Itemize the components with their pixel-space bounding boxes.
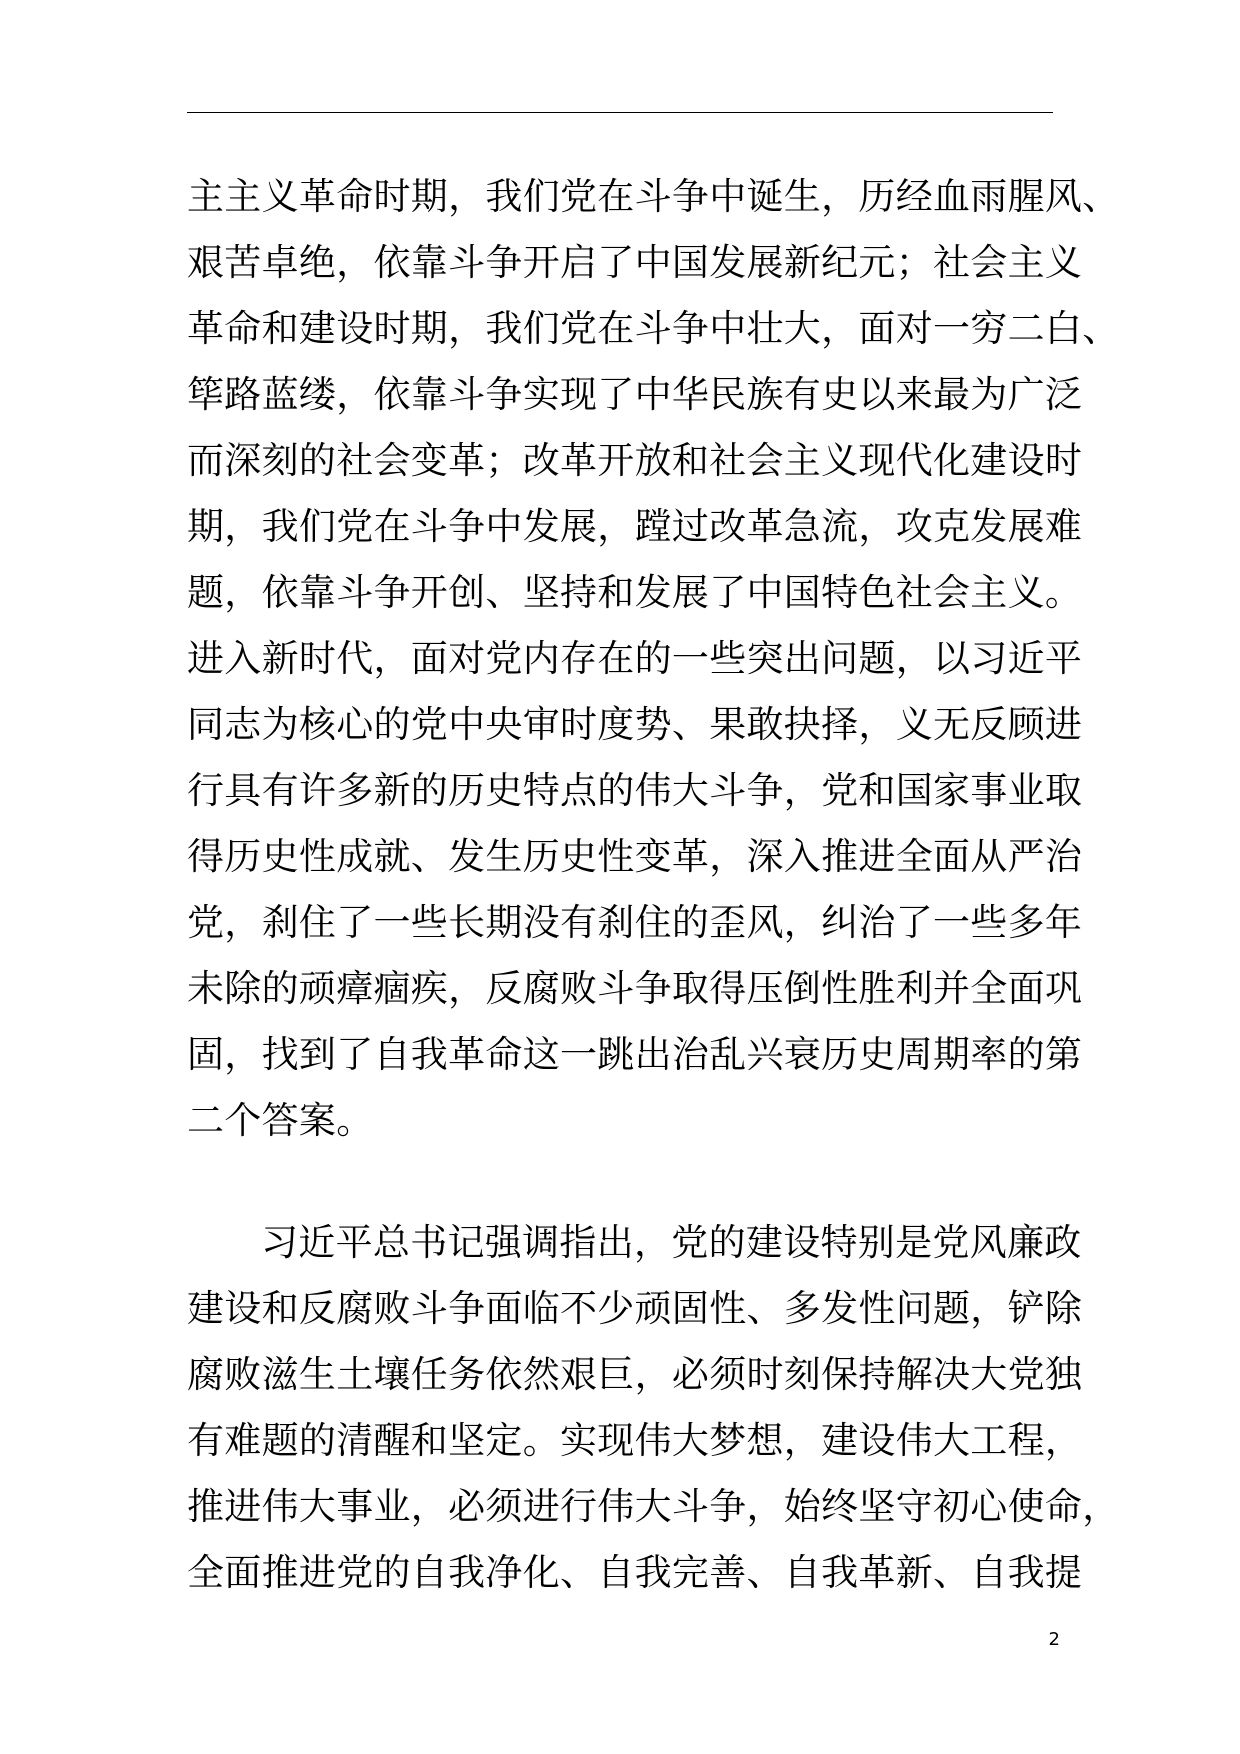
paragraph-1-line: 革命和建设时期，我们党在斗争中壮大，面对一穷二白、	[187, 307, 1120, 350]
paragraph-1-line: 而深刻的社会变革；改革开放和社会主义现代化建设时	[187, 439, 1083, 482]
paragraph-2-line: 建设和反腐败斗争面临不少顽固性、多发性问题，铲除	[187, 1287, 1083, 1330]
paragraph-1-line: 期，我们党在斗争中发展，蹚过改革急流，攻克发展难	[187, 505, 1083, 548]
paragraph-1-line: 得历史性成就、发生历史性变革，深入推进全面从严治	[187, 835, 1083, 878]
page-number: 2	[1048, 1629, 1060, 1650]
paragraph-1-line: 主主义革命时期，我们党在斗争中诞生，历经血雨腥风、	[187, 175, 1120, 218]
paragraph-1-line: 题，依靠斗争开创、坚持和发展了中国特色社会主义。	[187, 571, 1083, 614]
paragraph-1-line: 未除的顽瘴痼疾，反腐败斗争取得压倒性胜利并全面巩	[187, 967, 1083, 1010]
paragraph-2-line: 全面推进党的自我净化、自我完善、自我革新、自我提	[187, 1551, 1083, 1594]
paragraph-1-line: 艰苦卓绝，依靠斗争开启了中国发展新纪元；社会主义	[187, 241, 1083, 284]
paragraph-2-line: 有难题的清醒和坚定。实现伟大梦想，建设伟大工程，	[187, 1419, 1083, 1462]
paragraph-1-line: 筚路蓝缕，依靠斗争实现了中华民族有史以来最为广泛	[187, 373, 1083, 416]
paragraph-1-line: 固，找到了自我革命这一跳出治乱兴衰历史周期率的第	[187, 1033, 1083, 1076]
paragraph-2-line: 习近平总书记强调指出，党的建设特别是党风廉政	[261, 1221, 1082, 1264]
paragraph-1-line: 党，刹住了一些长期没有刹住的歪风，纠治了一些多年	[187, 901, 1083, 944]
paragraph-2-line: 腐败滋生土壤任务依然艰巨，必须时刻保持解决大党独	[187, 1353, 1083, 1396]
header-rule	[187, 112, 1053, 113]
paragraph-2-line: 推进伟大事业，必须进行伟大斗争，始终坚守初心使命，	[187, 1485, 1120, 1528]
paragraph-1-line: 行具有许多新的历史特点的伟大斗争，党和国家事业取	[187, 769, 1083, 812]
paragraph-1-line: 二个答案。	[187, 1099, 374, 1142]
paragraph-1-line: 同志为核心的党中央审时度势、果敢抉择，义无反顾进	[187, 703, 1083, 746]
paragraph-1-line: 进入新时代，面对党内存在的一些突出问题，以习近平	[187, 637, 1083, 680]
